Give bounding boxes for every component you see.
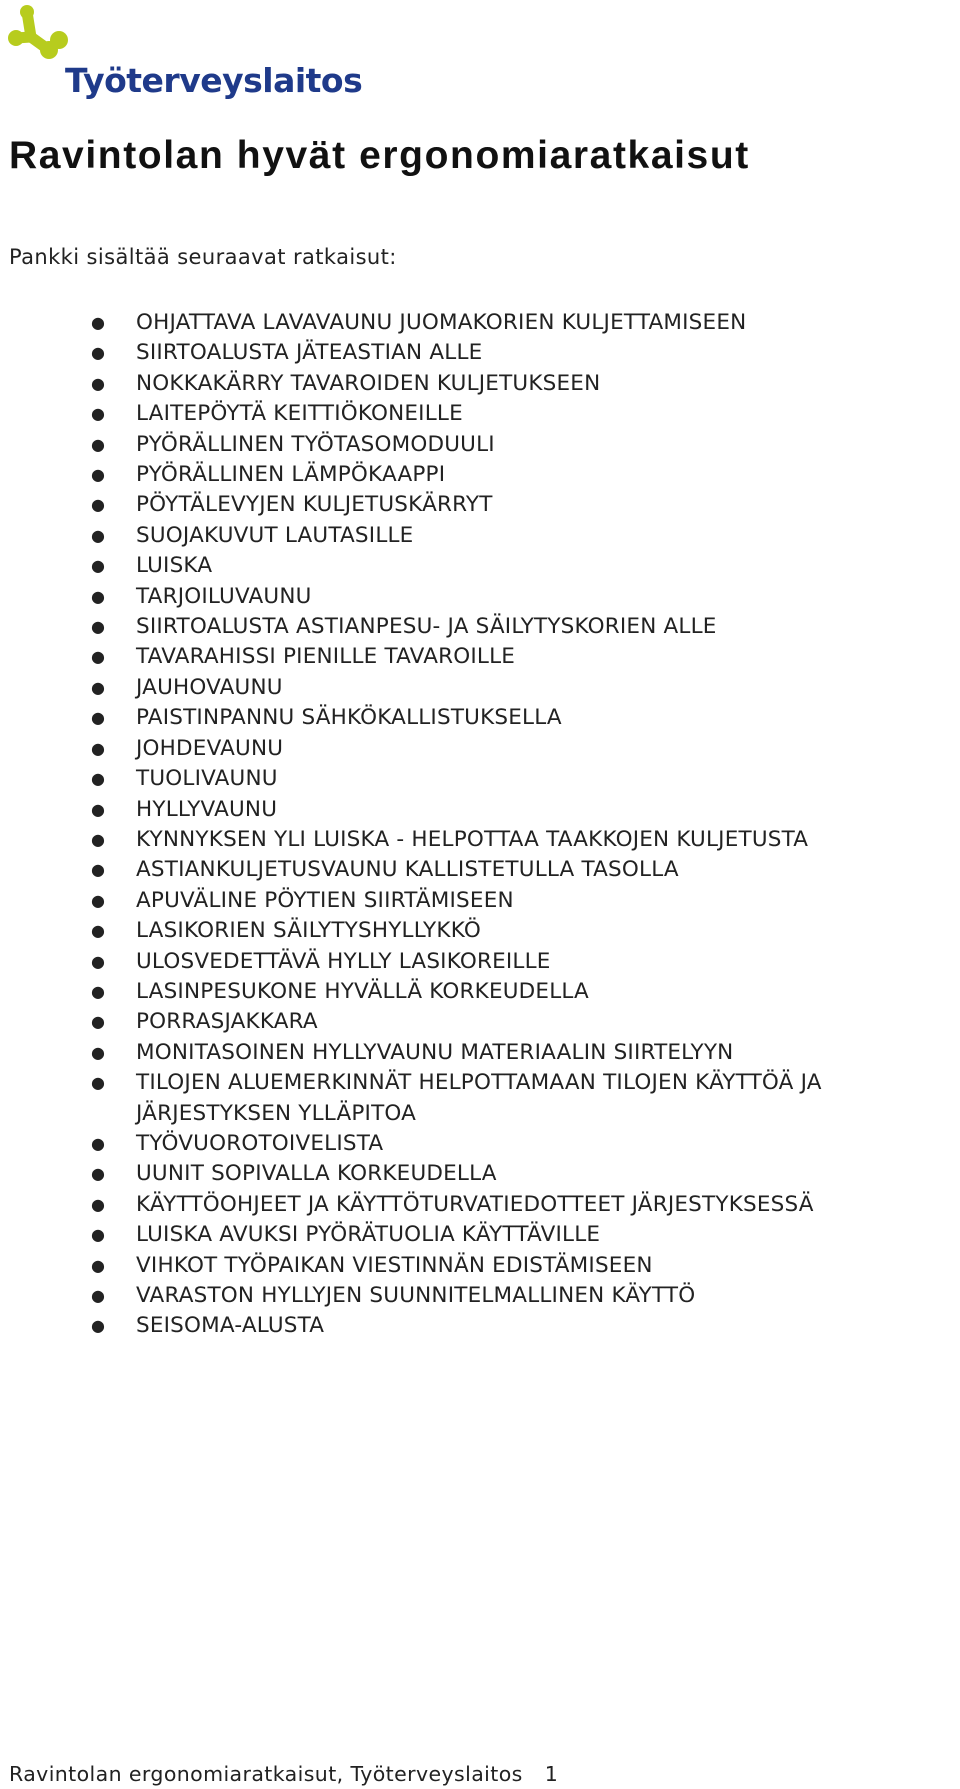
list-item: ● SIIRTOALUSTA ASTIANPESU- JA SÄILYTYSKORIEN ALLE: [0, 612, 951, 642]
logo: [7, 4, 363, 104]
list-item: ● LAITEPÖYTÄ KEITTIÖKONEILLE: [0, 399, 951, 429]
bullet-icon: ●: [91, 373, 106, 393]
list-item: ● JOHDEVAUNU: [0, 734, 951, 764]
list-item: ● JAUHOVAUNU: [0, 673, 951, 703]
bullet-icon: ●: [91, 860, 106, 880]
bullet-icon: ●: [91, 404, 106, 424]
bullet-icon: ●: [91, 708, 106, 728]
bullet-icon: ●: [91, 890, 106, 910]
bullet-icon: ●: [91, 951, 106, 971]
list-item: ● MONITASOINEN HYLLYVAUNU MATERIAALIN SIIRTELYYN: [0, 1038, 951, 1068]
bullet-icon: ●: [91, 1316, 106, 1336]
bullet-icon: ●: [91, 1255, 106, 1275]
list-item: ● KÄYTTÖOHJEET JA KÄYTTÖTURVATIEDOTTEET JÄRJESTYKSESSÄ: [0, 1190, 951, 1220]
bullet-icon: ●: [91, 647, 106, 667]
bullet-icon: ●: [91, 1286, 106, 1305]
list-item: ● TILOJEN ALUEMERKINNÄT HELPOTTAMAAN TILOJEN KÄYTTÖÄ JA JÄRJESTYKSEN YLLÄPITOA: [91, 1070, 822, 1126]
bullet-icon: ●: [91, 343, 106, 363]
intro-text: Pankki sisältää seuraavat ratkaisut:: [9, 245, 397, 269]
list-item: ● SIIRTOALUSTA JÄTEASTIAN ALLE: [0, 338, 951, 368]
bullet-icon: ●: [91, 1133, 106, 1153]
list-item: ● VIHKOT TYÖPAIKAN VIESTINNÄN EDISTÄMISEEN: [0, 1251, 951, 1281]
list-item: ● NOKKAKÄRRY TAVAROIDEN KULJETUKSEEN: [0, 369, 951, 399]
document-title: Ravintolan hyvät ergonomiaratkaisut: [9, 134, 750, 177]
bullet-icon: ●: [91, 981, 106, 1001]
list-item: ● VARASTON HYLLYJEN SUUNNITELMALLINEN KÄYTTÖ: [0, 1281, 951, 1311]
list-item: ● LASINPESUKONE HYVÄLLÄ KORKEUDELLA: [0, 977, 951, 1007]
bullet-icon: ●: [91, 556, 106, 576]
list-item: ● SUOJAKUVUT LAUTASILLE: [0, 521, 951, 551]
bullet-icon: ●: [91, 525, 106, 545]
list-item: ● UUNIT SOPIVALLA KORKEUDELLA: [0, 1159, 951, 1189]
bullet-icon: ●: [91, 495, 106, 515]
bullet-icon: ●: [91, 829, 106, 849]
list-item: ● SEISOMA-ALUSTA: [0, 1311, 951, 1341]
bullet-icon: ●: [91, 677, 106, 697]
page-footer: [9, 1762, 558, 1786]
bullet-icon: ●: [91, 799, 106, 819]
list-item: ● APUVÄLINE PÖYTIEN SIIRTÄMISEEN: [0, 886, 951, 916]
list-item: ● HYLLYVAUNU: [0, 795, 951, 825]
bullet-icon: ●: [91, 313, 106, 332]
solutions-list: [0, 308, 951, 1342]
bullet-icon: ●: [91, 586, 106, 606]
bullet-icon: ●: [91, 465, 106, 485]
list-item: ● LASIKORIEN SÄILYTYSHYLLYKKÖ: [0, 916, 951, 946]
list-item: ● ULOSVEDETTÄVÄ HYLLY LASIKOREILLE: [0, 947, 951, 977]
list-item: ● TARJOILUVAUNU: [0, 582, 951, 612]
list-item: ● LUISKA AVUKSI PYÖRÄTUOLIA KÄYTTÄVILLE: [0, 1220, 951, 1250]
bullet-icon: ●: [91, 769, 106, 789]
logo-wordmark: Työterveyslaitos: [65, 61, 363, 100]
page-number: 1: [544, 1762, 559, 1786]
list-item: ● ASTIANKULJETUSVAUNU KALLISTETULLA TASOLLA: [0, 855, 951, 885]
list-item: ● OHJATTAVA LAVAVAUNU JUOMAKORIEN KULJETTAMISEEN: [0, 308, 951, 338]
list-item: ● PAISTINPANNU SÄHKÖKALLISTUKSELLA: [0, 703, 951, 733]
list-item: ● TUOLIVAUNU: [0, 764, 951, 794]
list-item: ● LUISKA: [0, 551, 951, 581]
bullet-icon: ●: [91, 1012, 106, 1032]
list-item: ● PYÖRÄLLINEN LÄMPÖKAAPPI: [0, 460, 951, 490]
bullet-icon: ●: [91, 434, 106, 454]
bullet-icon: ●: [91, 1164, 106, 1184]
tyoterveyslaitos-molecule-logo-icon: [7, 4, 69, 72]
list-item: ● PYÖRÄLLINEN TYÖTASOMODUULI: [0, 430, 951, 460]
list-item: ● PORRASJAKKARA: [0, 1007, 951, 1037]
list-item: ● TYÖVUOROTOIVELISTA: [0, 1129, 951, 1159]
bullet-icon: ●: [91, 1073, 106, 1093]
bullet-icon: ●: [91, 617, 106, 637]
bullet-icon: ●: [91, 738, 106, 758]
bullet-icon: ●: [91, 1225, 106, 1245]
list-item: ● PÖYTÄLEVYJEN KULJETUSKÄRRYT: [0, 490, 951, 520]
bullet-icon: ●: [91, 1042, 106, 1062]
bullet-icon: ●: [91, 1194, 106, 1214]
bullet-icon: ●: [91, 921, 106, 941]
list-item: ● TAVARAHISSI PIENILLE TAVAROILLE: [0, 642, 951, 672]
footer-text: Ravintolan ergonomiaratkaisut, Työterveyslaitos: [9, 1762, 523, 1786]
list-item: ● KYNNYKSEN YLI LUISKA - HELPOTTAA TAAKKOJEN KULJETUSTA: [0, 825, 951, 855]
